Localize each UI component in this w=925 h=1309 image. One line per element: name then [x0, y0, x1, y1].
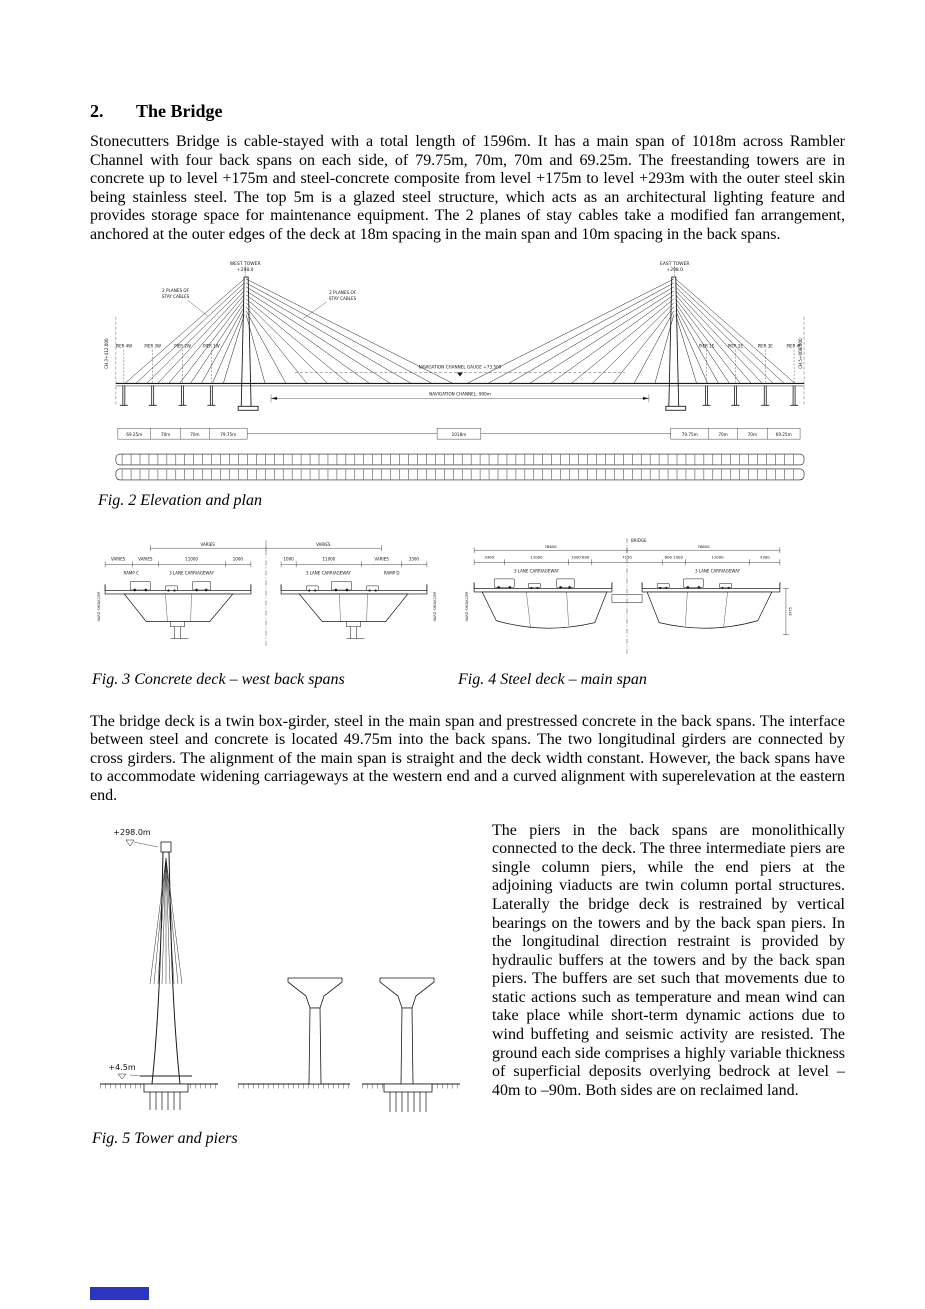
figure-5-tower-piers [90, 822, 472, 1148]
fig5-leaders [118, 840, 158, 1079]
span-dim-w4: 79.75m [220, 431, 237, 437]
plan-north-girder [116, 454, 804, 465]
figure-4-caption: Fig. 4 Steel deck – main span [458, 670, 647, 688]
fig4-overall-dim-right: 76650 [697, 543, 710, 549]
wheel-icon [727, 586, 729, 588]
fig4-right-slab [642, 588, 780, 592]
car-icon [657, 583, 669, 588]
tower-piers-drawing [90, 822, 470, 1122]
figure-4-steel-deck [456, 534, 798, 689]
wheel-icon [314, 589, 316, 591]
figure-5-caption: Fig. 5 Tower and piers [92, 1129, 238, 1147]
tower-piers-section [90, 822, 845, 1148]
tower-elevation [140, 842, 192, 1110]
pier-label-1w: PIER 1W [203, 343, 220, 349]
pier-label-3e: PIER 3E [757, 343, 773, 349]
car-icon [720, 583, 732, 588]
span-dim-w1: 69.25m [126, 431, 143, 437]
fig3-dim-r2: 11000 [322, 555, 336, 561]
fig3-dim-l1: VARIES [111, 555, 126, 561]
stay-cables-note-right-2: STAY CABLES [328, 295, 357, 301]
section-number: 2. [90, 101, 104, 121]
wheel-icon [133, 588, 136, 591]
fig4-vehicles [494, 578, 731, 588]
pier-label-1e: PIER 1E [699, 343, 715, 349]
wheel-icon [145, 588, 148, 591]
fig4-dim-6: 11000 [711, 553, 724, 559]
east-tower-level: +298.0 [666, 267, 684, 273]
deck-level-label: +4.5m [108, 1062, 136, 1072]
fig4-centerline-label: BRIDGE [631, 537, 647, 543]
fig4-dim-5: 600 1000 [664, 553, 683, 559]
fig3-lane-carriageway-right: 3 LANE CARRIAGEWAY [305, 569, 351, 575]
fig3-lane-carriageway-left: 3 LANE CARRIAGEWAY [169, 569, 215, 575]
pier-column [401, 1008, 413, 1084]
figure-2-elevation-plan [96, 259, 845, 510]
wheel-icon [308, 589, 310, 591]
fig3-top-dim-left: VARIES [200, 541, 215, 547]
fig3-hard-shoulder-left: HARD SHOULDER [97, 591, 102, 622]
fig3-vehicles [130, 581, 378, 591]
wheel-icon [346, 588, 349, 591]
fig3-right-slab [281, 590, 427, 594]
pier-label-4w: PIER 4W [115, 343, 133, 349]
level-symbol-deck [118, 1074, 126, 1079]
car-icon [367, 585, 379, 590]
figure-2-caption: Fig. 2 Elevation and plan [98, 491, 262, 509]
nav-arrow-right [643, 396, 649, 399]
span-dim-e4: 69.25m [775, 431, 792, 437]
wheel-icon [375, 589, 377, 591]
fig4-dim-1: 3300 [484, 553, 495, 559]
fig3-left-slab [105, 590, 251, 594]
paragraph-intro: Stonecutters Bridge is cable-stayed with a total length of 1596m. It has a main span of 1018m across Rambler Channel with four back spans on each side, of 79.75m, 70m, 70m and 69.25m. The freestanding towers are in concrete up to level +175m and steel-concrete composite from level +175m to level +293m with the outer steel skin being stainless steel. The top 5m is a glazed steel structure, which acts as an architectural lighting feature and provides storage space for maintenance equipment. The 2 planes of stay cables take a modified fan arrangement, anchored at the outer edges of the deck at 18m spacing in the main span and 10m spacing in the back spans. [90, 133, 845, 243]
tower-centerlines [245, 265, 675, 275]
fig3-left-box-girder [124, 594, 233, 622]
truck-icon [130, 581, 150, 590]
east-pier-columns [706, 385, 796, 405]
wheel-icon [559, 586, 562, 589]
span-dim-e1: 79.75m [681, 431, 698, 437]
fig4-lane-left: 3 LANE CARRIAGEWAY [513, 567, 559, 573]
truck-icon [683, 578, 703, 587]
fig3-left-bearing [170, 621, 184, 626]
pier-head [288, 978, 342, 1008]
footer-accent-bar [90, 1287, 149, 1300]
east-tower-base [666, 406, 686, 410]
deck [116, 383, 804, 385]
wheel-icon [568, 586, 571, 589]
pier-column [309, 1008, 321, 1084]
annotation-lines [116, 265, 804, 406]
wheel-icon [167, 589, 169, 591]
fig5-labels [108, 828, 151, 1072]
fig4-dim-4: 7150 [622, 553, 632, 559]
pier-label-2e: PIER 2E [727, 343, 743, 349]
pier-label-4e: PIER 4E [786, 343, 802, 349]
plan-view [116, 454, 804, 480]
fig4-hard-shoulder-left: HARD SHOULDER [465, 591, 470, 622]
wheel-icon [659, 586, 661, 588]
wheel-icon [497, 586, 500, 589]
west-pier-columns [123, 385, 213, 405]
pier-label-2w: PIER 2W [174, 343, 191, 349]
gauge-level-symbol [457, 372, 463, 376]
steel-deck-drawing [456, 534, 798, 663]
span-dim-w2: 70m [160, 431, 171, 437]
fig3-dim-r3: VARIES [374, 555, 389, 561]
fig4-overall-dim-left: 76650 [544, 543, 557, 549]
tower-piles [150, 1092, 180, 1110]
towers [238, 277, 686, 410]
wheel-icon [509, 586, 512, 589]
tower-top-feature [161, 842, 171, 852]
west-tower-level: +298.0 [236, 267, 254, 273]
bridge-elevation-drawing [96, 259, 812, 484]
paragraph-piers: The piers in the back spans are monolithically connected to the deck. The three intermediate piers are single column piers, while the end piers at the adjoining viaducts are twin column portal structures. Laterally the bridge deck is restrained by vertical bearings on the towers and by the back span piers. In the longitudinal direction restraint is provided by hydraulic buffers at the towers and by the back span piers. The buffers are set such that movements due to static actions such as temperature and mean wind can take place while short-term dynamic actions due to wind buffeting and seismic activity are resisted. The ground each side comprises a highly variable thickness of superficial deposits overlying bedrock at level –40m to –90m. Both sides are on reclaimed land. [492, 821, 845, 1099]
wheel-icon [173, 589, 175, 591]
stay-cables-note-right-1: 2 PLANES OF [329, 289, 357, 295]
fig3-right-pier-stub [346, 626, 364, 638]
fig3-top-dim-right: VARIES [316, 541, 331, 547]
west-tower-label: WEST TOWER [229, 261, 261, 267]
fig3-left-parapets [105, 584, 251, 590]
fig3-right-bearing [346, 621, 360, 626]
pier-piles [390, 1092, 426, 1112]
span-dim-e3: 70m [747, 431, 758, 437]
truck-icon [193, 581, 211, 590]
fig2-labels [104, 261, 803, 437]
wheel-icon [195, 588, 198, 591]
wheel-icon [205, 588, 208, 591]
fig4-right-steel-box [647, 592, 772, 628]
tower-top-level-label: +298.0m [113, 827, 151, 837]
chainage-west-label: CH.3+412.000 [103, 337, 109, 369]
wheel-icon [335, 588, 338, 591]
fig4-dim-3: 1000 600 [571, 553, 590, 559]
fig4-depth-dim: 3975 [788, 606, 793, 616]
pier-label-3w: PIER 3W [144, 343, 161, 349]
concrete-deck-drawing [90, 534, 442, 663]
wheel-icon [536, 586, 538, 588]
car-icon [528, 583, 540, 588]
fig3-lane-ramp-c: RAMP C [123, 569, 139, 575]
tower-cable-fan [150, 858, 182, 984]
level-leader-top [134, 842, 158, 847]
fig3-right-box-girder [299, 594, 408, 622]
fig4-left-slab [474, 588, 612, 592]
intermediate-pier [288, 978, 342, 1084]
figure-3-concrete-deck [90, 534, 442, 689]
west-dim-dividers [151, 428, 210, 439]
pier-head [380, 978, 434, 1008]
span-dim-e2: 70m [718, 431, 728, 437]
wheel-icon [368, 589, 370, 591]
truck-icon [494, 578, 514, 587]
wheel-icon [687, 586, 690, 589]
tower-pile-cap [144, 1084, 188, 1092]
fig3-dim-r4: 3300 [408, 555, 419, 561]
fig4-dim-2: 11000 [530, 553, 543, 559]
wheel-icon [698, 586, 701, 589]
wheel-icon [530, 586, 532, 588]
wheel-icon [721, 586, 723, 588]
fig3-dim-l3: 11000 [185, 555, 198, 561]
car-icon [306, 585, 318, 590]
fig3-left-pier-stub [170, 626, 188, 638]
section-heading [90, 101, 845, 122]
fig4-left-steel-box [482, 592, 607, 628]
plan-south-girder [116, 469, 804, 480]
nav-channel-label: NAVIGATION CHANNEL: 900m [429, 390, 491, 396]
fig3-right-parapets [281, 584, 427, 590]
span-dim-w3: 70m [190, 431, 200, 437]
nav-gauge-label: NAVIGATION CHANNEL GAUGE +73.500 [418, 364, 502, 370]
truck-icon [557, 578, 575, 587]
level-symbol-top [126, 840, 134, 846]
fig3-dim-l2: VARIES [138, 555, 153, 561]
level-leader-deck [130, 1075, 140, 1076]
east-tower-label: EAST TOWER [660, 261, 690, 267]
fig3-lane-ramp-d: RAMP D [383, 569, 400, 575]
section-title: The Bridge [136, 101, 223, 121]
paragraph-deck: The bridge deck is a twin box-girder, steel in the main span and prestressed concrete in the back spans. The interface between steel and concrete is located 49.75m into the back spans. The two longitudinal girders are connected by cross girders. The alignment of the main span is straight and the deck width constant. However, the back spans have to accommodate widening carriageways at the western end and a curved alignment with superelevation at the eastern end. [90, 712, 845, 804]
fig3-dim-r1: 1000 [283, 555, 294, 561]
main-span-dim: 1018m [451, 431, 467, 437]
end-pier [380, 978, 434, 1112]
fig3-hard-shoulder-right: HARD SHOULDER [432, 591, 437, 622]
fig3-dim-l4: 1000 [232, 555, 243, 561]
west-tower-base [238, 406, 258, 410]
car-icon [165, 585, 177, 590]
nav-arrow-left [271, 396, 277, 399]
pier-pile-cap [384, 1084, 432, 1092]
figure-3-caption: Fig. 3 Concrete deck – west back spans [92, 670, 345, 688]
fig4-lane-right: 3 LANE CARRIAGEWAY [695, 567, 741, 573]
chainage-east-label: CH.5+008.000 [798, 337, 804, 369]
wheel-icon [665, 586, 667, 588]
stay-cables-note-left-1: 2 PLANES OF [162, 287, 190, 293]
fig4-dim-7: 3300 [759, 553, 770, 559]
stay-cables-note-left-2: STAY CABLES [161, 293, 190, 299]
truck-icon [331, 581, 351, 590]
cross-section-figures-row [90, 534, 845, 689]
